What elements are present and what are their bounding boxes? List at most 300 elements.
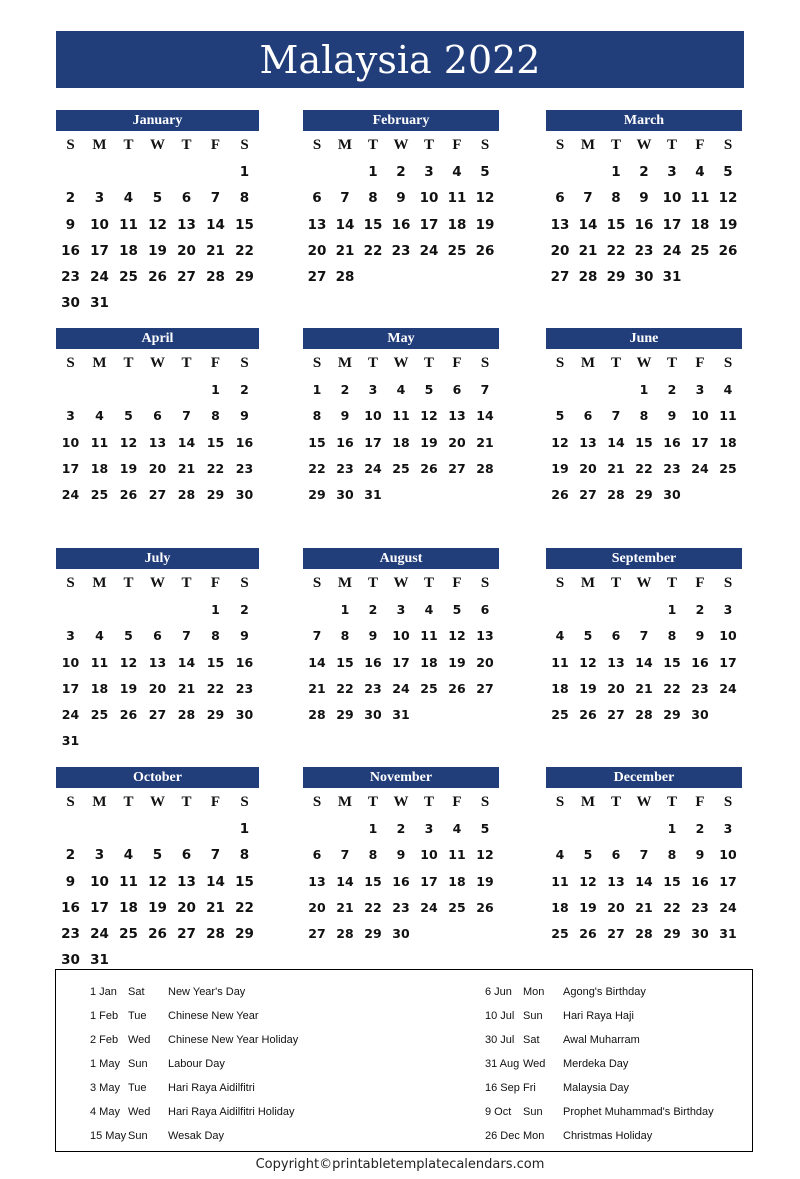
month-header: February bbox=[303, 110, 499, 131]
day-cell: 15 bbox=[235, 873, 254, 890]
weekday-label: S bbox=[240, 354, 249, 371]
holiday-weekday: Mon bbox=[523, 986, 545, 998]
day-cell: 28 bbox=[206, 926, 225, 943]
day-cell: 8 bbox=[239, 847, 250, 864]
day-cell: 17 bbox=[90, 242, 109, 259]
day-cell: 5 bbox=[124, 408, 133, 424]
weekday-label: T bbox=[123, 136, 134, 153]
day-cell: 30 bbox=[61, 295, 80, 312]
holiday-date: 10 Jul bbox=[485, 1010, 515, 1022]
day-cell: 23 bbox=[663, 460, 681, 476]
day-cell: 13 bbox=[448, 408, 466, 424]
holiday-name: New Year's Day bbox=[168, 986, 246, 998]
day-cell: 18 bbox=[551, 899, 569, 915]
month-header: May bbox=[303, 328, 499, 349]
weekday-label: T bbox=[123, 574, 134, 591]
day-cell: 25 bbox=[119, 269, 138, 286]
weekday-label: F bbox=[452, 793, 462, 810]
day-cell: 15 bbox=[663, 654, 681, 670]
day-cell: 23 bbox=[364, 680, 382, 696]
day-cell: 18 bbox=[119, 242, 138, 259]
day-cell: 29 bbox=[235, 926, 254, 943]
day-cell: 26 bbox=[476, 899, 494, 915]
day-cell: 14 bbox=[635, 654, 653, 670]
weekday-label: F bbox=[695, 354, 705, 371]
weekday-label: W bbox=[636, 136, 652, 153]
day-cell: 5 bbox=[152, 847, 163, 864]
day-cell: 11 bbox=[690, 190, 710, 207]
day-cell: 5 bbox=[583, 628, 593, 644]
day-cell: 30 bbox=[691, 707, 709, 723]
day-cell: 9 bbox=[695, 628, 705, 644]
holiday-name: Chinese New Year bbox=[168, 1010, 259, 1022]
day-cell: 8 bbox=[211, 628, 220, 644]
day-cell: 22 bbox=[235, 242, 254, 259]
day-cell: 18 bbox=[690, 216, 710, 233]
weekday-label: M bbox=[92, 136, 107, 153]
holiday-name: Prophet Muhammad's Birthday bbox=[563, 1106, 714, 1118]
holiday-row bbox=[90, 980, 298, 1004]
day-cell: 18 bbox=[448, 873, 466, 889]
weekday-label: W bbox=[150, 354, 165, 371]
day-cell: 29 bbox=[364, 926, 382, 942]
day-cell: 28 bbox=[206, 269, 225, 286]
day-cell: 17 bbox=[61, 460, 80, 476]
month-header: July bbox=[56, 548, 259, 569]
month-may bbox=[303, 328, 499, 508]
day-cell: 19 bbox=[119, 460, 138, 476]
holiday-row bbox=[485, 1076, 714, 1100]
day-cell: 13 bbox=[177, 873, 196, 890]
weekday-label: T bbox=[423, 354, 434, 371]
weekday-header-row bbox=[546, 788, 742, 816]
holiday-name: Agong's Birthday bbox=[563, 986, 646, 998]
day-cell: 13 bbox=[607, 654, 625, 670]
day-cell: 25 bbox=[690, 242, 710, 259]
day-cell: 26 bbox=[119, 487, 138, 503]
weekday-label: S bbox=[312, 793, 322, 810]
day-cell: 15 bbox=[235, 216, 254, 233]
day-cell: 23 bbox=[391, 242, 411, 259]
day-blank bbox=[143, 159, 172, 185]
weekday-label: M bbox=[337, 354, 353, 371]
holiday-name: Hari Raya Haji bbox=[563, 1010, 634, 1022]
holiday-row bbox=[90, 1004, 298, 1028]
day-cell: 30 bbox=[235, 707, 254, 723]
day-blank bbox=[546, 159, 574, 185]
day-cell: 8 bbox=[667, 628, 677, 644]
day-cell: 19 bbox=[551, 460, 569, 476]
weekday-label: S bbox=[723, 793, 733, 810]
holiday-weekday: Sat bbox=[128, 986, 145, 998]
day-cell: 6 bbox=[611, 847, 621, 863]
day-cell: 14 bbox=[206, 873, 225, 890]
day-cell: 9 bbox=[396, 847, 406, 863]
day-cell: 12 bbox=[579, 654, 597, 670]
day-cell: 7 bbox=[611, 408, 621, 424]
holiday-weekday: Sun bbox=[523, 1010, 543, 1022]
day-cell: 27 bbox=[448, 460, 466, 476]
weekday-label: S bbox=[240, 574, 249, 591]
day-cell: 24 bbox=[90, 926, 109, 943]
holiday-row bbox=[90, 1028, 298, 1052]
day-cell: 28 bbox=[335, 269, 355, 286]
day-cell: 19 bbox=[420, 434, 438, 450]
day-cell: 7 bbox=[312, 628, 322, 644]
day-cell: 7 bbox=[210, 847, 221, 864]
day-cell: 1 bbox=[211, 602, 220, 617]
day-cell: 23 bbox=[61, 269, 80, 286]
day-blank bbox=[574, 159, 602, 185]
day-cell: 25 bbox=[420, 680, 438, 696]
day-blank bbox=[56, 597, 85, 623]
holiday-row bbox=[485, 1124, 714, 1148]
day-cell: 13 bbox=[579, 434, 597, 450]
weekday-label: T bbox=[181, 136, 192, 153]
day-blank bbox=[172, 159, 201, 185]
day-cell: 16 bbox=[235, 434, 254, 450]
month-july bbox=[56, 548, 259, 755]
day-cell: 5 bbox=[424, 382, 434, 397]
day-cell: 18 bbox=[90, 680, 109, 696]
day-cell: 26 bbox=[448, 680, 466, 696]
holiday-weekday: Sun bbox=[128, 1130, 148, 1142]
holiday-date: 16 Sep bbox=[485, 1082, 520, 1094]
day-blank bbox=[602, 377, 630, 403]
day-cell: 26 bbox=[718, 242, 738, 259]
day-cell: 14 bbox=[476, 408, 494, 424]
day-blank bbox=[56, 159, 85, 185]
day-grid bbox=[56, 597, 259, 755]
weekday-label: M bbox=[92, 354, 107, 371]
copyright-text: Copyright©printabletemplatecalendars.com bbox=[255, 1157, 545, 1172]
day-cell: 3 bbox=[94, 847, 105, 864]
day-cell: 15 bbox=[364, 873, 382, 889]
weekday-label: W bbox=[393, 136, 409, 153]
day-cell: 19 bbox=[148, 242, 167, 259]
day-cell: 8 bbox=[667, 847, 677, 863]
day-cell: 11 bbox=[90, 434, 109, 450]
weekday-label: M bbox=[580, 574, 596, 591]
weekday-header-row bbox=[56, 788, 259, 816]
day-cell: 11 bbox=[448, 847, 466, 863]
day-cell: 9 bbox=[65, 873, 76, 890]
day-cell: 11 bbox=[447, 190, 467, 207]
weekday-header-row bbox=[303, 349, 499, 377]
weekday-header-row bbox=[303, 788, 499, 816]
day-cell: 6 bbox=[555, 190, 565, 207]
day-cell: 8 bbox=[340, 628, 350, 644]
day-cell: 2 bbox=[695, 821, 705, 836]
day-cell: 26 bbox=[420, 460, 438, 476]
holiday-weekday: Wed bbox=[128, 1106, 151, 1118]
day-cell: 16 bbox=[392, 873, 410, 889]
day-blank bbox=[143, 816, 172, 842]
day-cell: 19 bbox=[579, 899, 597, 915]
day-cell: 4 bbox=[723, 382, 733, 397]
day-cell: 20 bbox=[308, 899, 326, 915]
holiday-weekday: Sat bbox=[523, 1034, 540, 1046]
day-cell: 23 bbox=[691, 680, 709, 696]
holiday-date: 1 Feb bbox=[90, 1010, 119, 1022]
day-blank bbox=[114, 597, 143, 623]
day-blank bbox=[574, 597, 602, 623]
day-cell: 31 bbox=[90, 295, 109, 312]
day-cell: 14 bbox=[578, 216, 598, 233]
holiday-date: 31 Aug bbox=[485, 1058, 520, 1070]
day-cell: 29 bbox=[663, 707, 681, 723]
holiday-list bbox=[55, 969, 753, 1152]
day-cell: 10 bbox=[719, 847, 737, 863]
day-cell: 23 bbox=[336, 460, 354, 476]
weekday-label: W bbox=[636, 793, 652, 810]
weekday-label: S bbox=[555, 793, 565, 810]
day-cell: 3 bbox=[424, 164, 434, 180]
day-cell: 19 bbox=[448, 654, 466, 670]
weekday-label: F bbox=[695, 574, 705, 591]
day-blank bbox=[114, 159, 143, 185]
day-cell: 8 bbox=[312, 408, 322, 424]
holiday-date: 6 Jun bbox=[485, 986, 512, 998]
day-cell: 27 bbox=[308, 926, 326, 942]
day-cell: 2 bbox=[65, 190, 76, 207]
month-header: August bbox=[303, 548, 499, 569]
day-cell: 1 bbox=[368, 821, 378, 836]
day-cell: 9 bbox=[396, 190, 406, 207]
day-cell: 14 bbox=[607, 434, 625, 450]
month-august bbox=[303, 548, 499, 728]
day-cell: 17 bbox=[419, 216, 439, 233]
day-cell: 18 bbox=[90, 460, 109, 476]
day-cell: 20 bbox=[148, 680, 167, 696]
day-cell: 27 bbox=[476, 680, 494, 696]
holiday-name: Awal Muharram bbox=[563, 1034, 640, 1046]
weekday-label: T bbox=[181, 354, 192, 371]
day-cell: 27 bbox=[148, 487, 167, 503]
holiday-weekday: Fri bbox=[523, 1082, 536, 1094]
day-cell: 4 bbox=[555, 628, 565, 644]
day-cell: 25 bbox=[719, 460, 737, 476]
day-cell: 26 bbox=[148, 926, 167, 943]
day-cell: 6 bbox=[181, 847, 192, 864]
month-october bbox=[56, 767, 259, 974]
weekday-label: S bbox=[723, 136, 733, 153]
holiday-date: 2 Feb bbox=[90, 1034, 119, 1046]
day-cell: 30 bbox=[235, 487, 254, 503]
day-cell: 8 bbox=[611, 190, 621, 207]
day-cell: 20 bbox=[448, 434, 466, 450]
day-cell: 2 bbox=[667, 382, 677, 397]
day-cell: 17 bbox=[420, 873, 438, 889]
day-cell: 18 bbox=[392, 434, 410, 450]
day-cell: 22 bbox=[363, 242, 383, 259]
day-cell: 7 bbox=[639, 628, 649, 644]
day-cell: 15 bbox=[336, 654, 354, 670]
day-cell: 5 bbox=[480, 164, 490, 180]
day-cell: 4 bbox=[123, 190, 134, 207]
day-grid bbox=[546, 377, 742, 508]
month-november bbox=[303, 767, 499, 947]
day-cell: 4 bbox=[95, 628, 104, 644]
month-header: November bbox=[303, 767, 499, 788]
day-blank bbox=[546, 377, 574, 403]
day-cell: 28 bbox=[336, 926, 354, 942]
day-cell: 24 bbox=[90, 269, 109, 286]
day-cell: 25 bbox=[551, 926, 569, 942]
holiday-row bbox=[485, 1028, 714, 1052]
weekday-label: S bbox=[555, 574, 565, 591]
day-cell: 2 bbox=[240, 382, 249, 397]
day-grid bbox=[303, 377, 499, 508]
day-cell: 21 bbox=[476, 434, 494, 450]
day-cell: 13 bbox=[476, 628, 494, 644]
weekday-label: S bbox=[240, 793, 249, 810]
day-cell: 3 bbox=[695, 382, 705, 397]
day-cell: 16 bbox=[391, 216, 411, 233]
day-cell: 9 bbox=[368, 628, 378, 644]
day-cell: 12 bbox=[476, 847, 494, 863]
day-cell: 29 bbox=[663, 926, 681, 942]
day-cell: 4 bbox=[452, 821, 462, 836]
holiday-row bbox=[90, 1124, 298, 1148]
day-cell: 8 bbox=[211, 408, 220, 424]
weekday-label: T bbox=[423, 574, 434, 591]
day-cell: 1 bbox=[312, 382, 322, 397]
day-cell: 12 bbox=[718, 190, 738, 207]
day-cell: 26 bbox=[119, 707, 138, 723]
day-cell: 11 bbox=[392, 408, 410, 424]
day-blank bbox=[630, 597, 658, 623]
day-cell: 30 bbox=[61, 952, 80, 969]
day-cell: 29 bbox=[206, 487, 225, 503]
day-cell: 16 bbox=[61, 242, 80, 259]
day-cell: 1 bbox=[239, 164, 250, 180]
day-cell: 24 bbox=[61, 707, 80, 723]
day-cell: 13 bbox=[607, 873, 625, 889]
day-grid bbox=[546, 597, 742, 728]
day-cell: 17 bbox=[90, 899, 109, 916]
weekday-label: S bbox=[723, 574, 733, 591]
day-blank bbox=[201, 816, 230, 842]
day-cell: 15 bbox=[606, 216, 626, 233]
month-header: January bbox=[56, 110, 259, 131]
holiday-row bbox=[485, 1100, 714, 1124]
day-cell: 18 bbox=[447, 216, 467, 233]
day-cell: 19 bbox=[476, 873, 494, 889]
month-header: March bbox=[546, 110, 742, 131]
day-cell: 4 bbox=[95, 408, 104, 424]
holiday-row bbox=[485, 1052, 714, 1076]
day-cell: 6 bbox=[181, 190, 192, 207]
day-cell: 11 bbox=[551, 873, 569, 889]
day-cell: 21 bbox=[635, 680, 653, 696]
day-cell: 29 bbox=[336, 707, 354, 723]
day-cell: 7 bbox=[583, 190, 593, 207]
day-cell: 18 bbox=[420, 654, 438, 670]
day-cell: 18 bbox=[551, 680, 569, 696]
day-cell: 26 bbox=[475, 242, 495, 259]
holiday-date: 15 May bbox=[90, 1130, 127, 1142]
day-cell: 27 bbox=[307, 269, 327, 286]
weekday-label: S bbox=[480, 574, 490, 591]
day-cell: 27 bbox=[607, 926, 625, 942]
day-cell: 22 bbox=[663, 680, 681, 696]
day-cell: 30 bbox=[691, 926, 709, 942]
day-cell: 3 bbox=[368, 382, 378, 397]
day-cell: 24 bbox=[61, 487, 80, 503]
day-cell: 11 bbox=[90, 654, 109, 670]
day-cell: 22 bbox=[635, 460, 653, 476]
day-cell: 3 bbox=[667, 164, 677, 180]
day-cell: 25 bbox=[448, 899, 466, 915]
weekday-label: F bbox=[695, 136, 705, 153]
weekday-label: M bbox=[92, 793, 107, 810]
day-cell: 28 bbox=[635, 707, 653, 723]
day-cell: 11 bbox=[719, 408, 737, 424]
day-cell: 25 bbox=[90, 707, 109, 723]
day-cell: 15 bbox=[308, 434, 326, 450]
day-cell: 3 bbox=[66, 628, 75, 644]
day-blank bbox=[574, 377, 602, 403]
day-cell: 15 bbox=[363, 216, 383, 233]
day-cell: 7 bbox=[340, 190, 350, 207]
day-cell: 7 bbox=[639, 847, 649, 863]
weekday-label: M bbox=[580, 136, 596, 153]
holiday-date: 9 Oct bbox=[485, 1106, 512, 1118]
day-cell: 7 bbox=[480, 382, 490, 397]
day-cell: 2 bbox=[240, 602, 249, 617]
holiday-row bbox=[90, 1052, 298, 1076]
day-grid bbox=[56, 159, 259, 317]
day-cell: 1 bbox=[667, 821, 677, 836]
day-cell: 4 bbox=[452, 164, 462, 180]
weekday-label: S bbox=[66, 136, 75, 153]
weekday-label: W bbox=[393, 574, 409, 591]
day-cell: 24 bbox=[691, 460, 709, 476]
weekday-label: S bbox=[480, 136, 490, 153]
day-cell: 28 bbox=[607, 487, 625, 503]
day-cell: 6 bbox=[153, 628, 162, 644]
day-cell: 24 bbox=[719, 680, 737, 696]
day-cell: 31 bbox=[392, 707, 410, 723]
day-cell: 30 bbox=[634, 269, 654, 286]
holiday-date: 30 Jul bbox=[485, 1034, 515, 1046]
day-blank bbox=[56, 377, 85, 403]
weekday-label: W bbox=[636, 574, 652, 591]
day-blank bbox=[602, 597, 630, 623]
day-cell: 26 bbox=[148, 269, 167, 286]
weekday-label: S bbox=[240, 136, 249, 153]
day-cell: 19 bbox=[475, 216, 495, 233]
weekday-label: S bbox=[555, 136, 565, 153]
day-cell: 14 bbox=[335, 216, 355, 233]
day-cell: 17 bbox=[662, 216, 682, 233]
day-grid bbox=[56, 377, 259, 508]
day-blank bbox=[201, 159, 230, 185]
weekday-label: T bbox=[610, 136, 621, 153]
day-cell: 9 bbox=[639, 190, 649, 207]
holiday-row bbox=[485, 1004, 714, 1028]
day-cell: 17 bbox=[392, 654, 410, 670]
day-cell: 16 bbox=[691, 873, 709, 889]
day-cell: 21 bbox=[336, 899, 354, 915]
weekday-label: T bbox=[367, 136, 378, 153]
day-cell: 30 bbox=[336, 487, 354, 503]
weekday-label: F bbox=[452, 136, 462, 153]
holiday-name: Hari Raya Aidilfitri Holiday bbox=[168, 1106, 295, 1118]
holiday-date: 1 May bbox=[90, 1058, 120, 1070]
day-cell: 4 bbox=[695, 164, 705, 180]
